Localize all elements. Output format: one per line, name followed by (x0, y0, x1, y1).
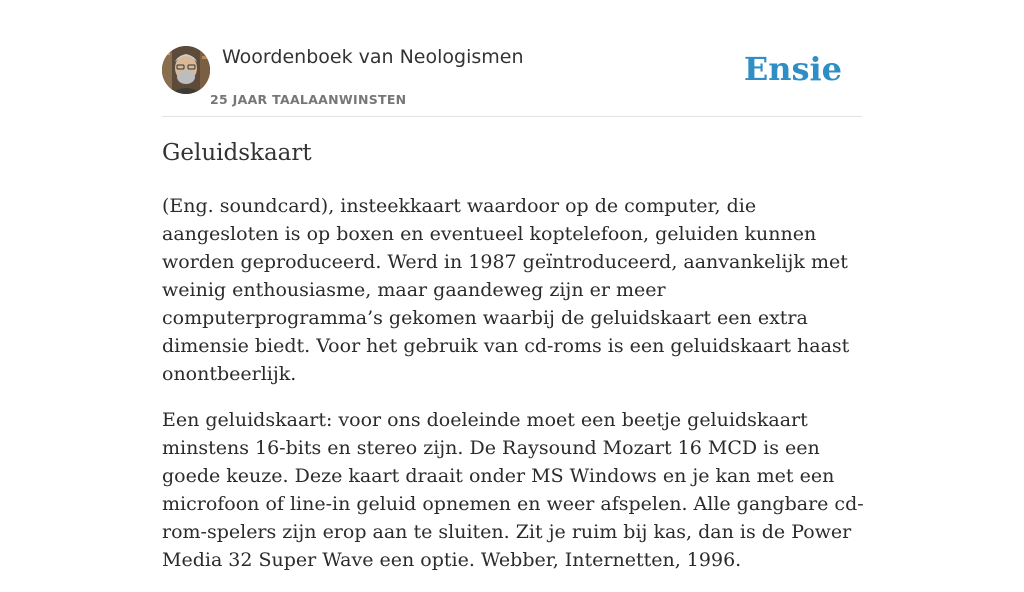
author-portrait-image (162, 46, 210, 94)
site-title[interactable]: Woordenboek van Neologismen (222, 46, 524, 68)
site-subtitle: 25 JAAR TAALAANWINSTEN (210, 92, 407, 107)
paragraph: Een geluidskaart: voor ons doeleinde moet een beetje geluidskaart minstens 16-bits en stereo zijn. De Raysound Mozart 16 MCD is een goede keuze. Deze kaart draait onder MS Windows en je kan met een microfoon of line-in geluid opnemen en weer afspelen. Alle gangbare cd-rom-spelers zijn erop aan te sluiten. Zit je ruim bij kas, dan is de Power Media 32 Super Wave een optie. Webber, Internetten, 1996. (162, 409, 864, 571)
avatar[interactable] (162, 46, 210, 94)
site-header (162, 46, 862, 117)
entry-body (162, 192, 864, 592)
entry-title: Geluidskaart (162, 140, 312, 166)
paragraph: (Eng. soundcard), insteekkaart waardoor op de computer, die aangesloten is op boxen en eventueel koptelefoon, geluiden kunnen worden geproduceerd. Werd in 1987 geïntroduceerd, aanvankelijk met weinig enthousiasme, maar gaandeweg zijn er meer computerprogramma’s gekomen waarbij de geluidskaart een extra dimensie biedt. Voor het gebruik van cd-roms is een geluidskaart haast onontbeerlijk. (162, 195, 850, 385)
brand-logo[interactable]: Ensie (743, 50, 842, 88)
